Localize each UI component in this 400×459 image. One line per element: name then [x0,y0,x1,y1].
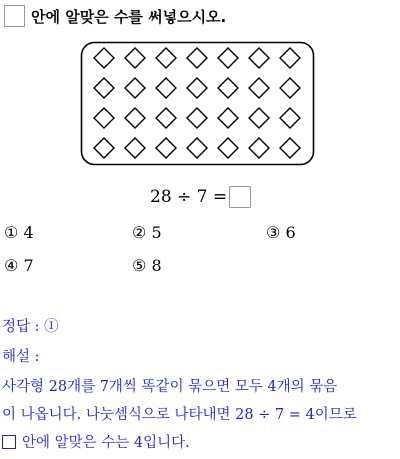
diamond-shape [125,108,145,128]
diamond-shape [249,138,269,158]
choice-4[interactable] [4,255,34,277]
blank-box-icon [4,5,25,27]
diamond-shape [125,48,145,68]
diamond-shape [218,48,238,68]
choice-5-value: 8 [151,256,162,275]
choice-2[interactable] [132,222,162,244]
diamond-shape [187,108,207,128]
diamond-shape [156,138,176,158]
diamond-shape [249,108,269,128]
diamond-shape [280,48,300,68]
diamond-shape [156,108,176,128]
choice-1-value: 4 [23,223,34,242]
diamond-shape [156,48,176,68]
diamond-shape [125,138,145,158]
choice-5-marker: ⑤ [132,256,147,275]
diamond-shape [94,48,114,68]
choice-3-value: 6 [285,223,296,242]
diamond-group [94,48,300,158]
answer-box[interactable] [229,186,251,208]
question-text: 안에 알맞은 수를 써넣으시오. [31,7,227,26]
diamond-grid-figure [80,41,315,166]
diamond-shape [125,78,145,98]
diamond-shape [94,108,114,128]
diamond-shape [94,78,114,98]
diamond-shape [218,78,238,98]
choice-2-value: 5 [151,223,162,242]
explanation-line-2: 이 나옵니다. 나눗셈식으로 나타내면 28 ÷ 7 = 4이므로 [2,407,357,423]
equation [150,184,251,210]
diamond-shape [280,108,300,128]
choice-4-marker: ④ [4,256,19,275]
diamond-shape [280,78,300,98]
diamond-shape [187,48,207,68]
diamond-shape [156,78,176,98]
choice-4-value: 7 [23,256,34,275]
answer-line: 정답 : ① [2,319,59,335]
figure-frame [82,43,314,165]
diamond-shape [218,108,238,128]
choice-2-marker: ② [132,223,147,242]
diamond-shape [94,138,114,158]
diamond-shape [187,78,207,98]
blank-box-icon [2,435,16,449]
explanation-line-3 [2,431,400,455]
diamond-grid-svg [80,41,315,166]
equation-text: 28 ÷ 7 = [150,187,228,207]
diamond-shape [249,78,269,98]
explanation-line-3-text: 안에 알맞은 수는 4입니다. [22,435,190,451]
choice-3-marker: ③ [266,223,281,242]
diamond-shape [249,48,269,68]
explanation-line-1: 사각형 28개를 7개씩 똑같이 묶으면 모두 4개의 묶음 [2,379,338,395]
question-prompt [4,3,226,29]
diamond-shape [187,138,207,158]
choice-1[interactable] [4,222,34,244]
diamond-shape [280,138,300,158]
explanation-label: 해설 : [2,349,40,365]
choice-3[interactable] [266,222,296,244]
choice-1-marker: ① [4,223,19,242]
choice-5[interactable] [132,255,162,277]
diamond-shape [218,138,238,158]
